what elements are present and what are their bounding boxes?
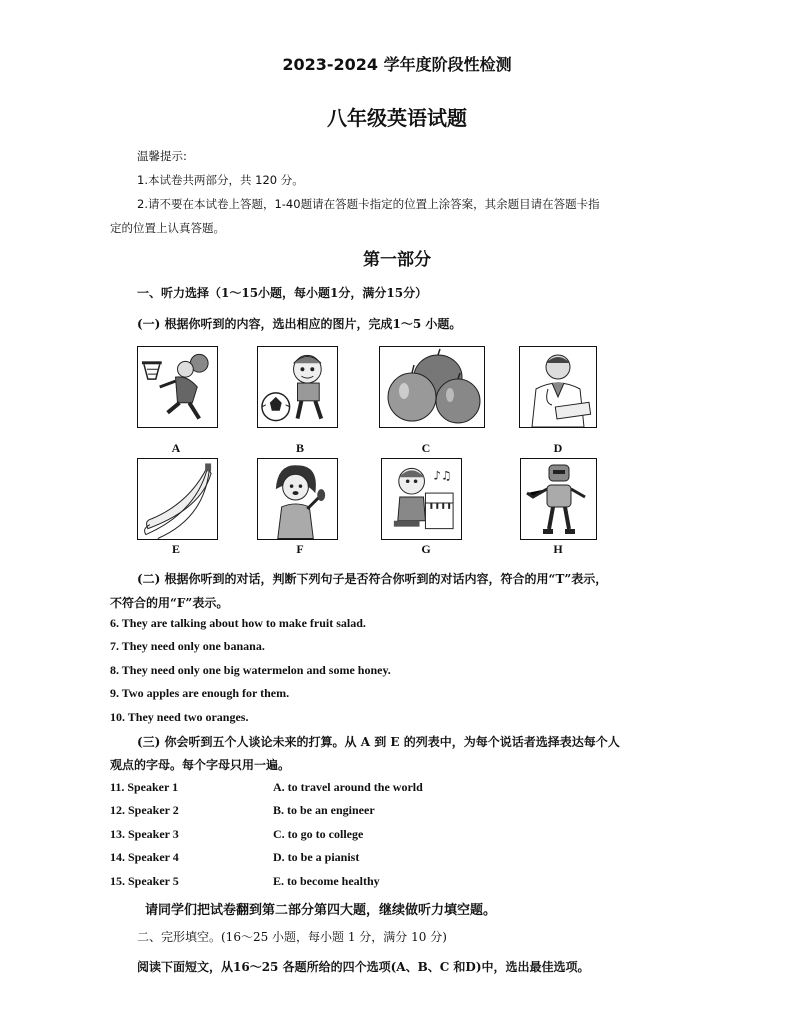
tips-line-1: 1.本试卷共两部分，共 120 分。 xyxy=(137,173,304,187)
section-1-sub2b: 不符合的用“F”表示。 xyxy=(110,596,229,610)
tf-question-7: 7. They need only one banana. xyxy=(110,639,265,653)
picture-g xyxy=(381,458,462,540)
section-1-sub3b: 观点的字母。每个字母只用一遍。 xyxy=(110,758,291,772)
picture-b xyxy=(257,346,338,428)
picture-label-g: G xyxy=(421,542,431,556)
speaker-4: 14. Speaker 4 xyxy=(110,850,179,864)
picture-label-e: E xyxy=(171,542,180,556)
listening-notice: 请同学们把试卷翻到第二部分第四大题，继续做听力填空题。 xyxy=(145,903,497,918)
tf-question-8: 8. They need only one big watermelon and some honey. xyxy=(110,663,391,677)
picture-label-h: H xyxy=(553,542,563,556)
option-d: D. to be a pianist xyxy=(273,850,360,864)
soccer-boy-icon xyxy=(258,347,337,427)
option-e: E. to become healthy xyxy=(273,874,380,888)
section-2-intro: 阅读下面短文，从16～25 各题所给的四个选项(A、B、C 和D)中，选出最佳选项。 xyxy=(137,960,590,974)
picture-label-d: D xyxy=(553,441,563,455)
speaker-2: 12. Speaker 2 xyxy=(110,803,179,817)
picture-label-a: A xyxy=(171,441,181,455)
tf-question-10: 10. They need two oranges. xyxy=(110,710,249,724)
doctor-icon xyxy=(520,347,596,427)
picture-h xyxy=(520,458,597,540)
tf-question-9: 9. Two apples are enough for them. xyxy=(110,686,290,700)
tips-heading: 温馨提示: xyxy=(137,149,187,163)
exam-subtitle: 八年级英语试题 xyxy=(327,106,467,130)
option-a: A. to travel around the world xyxy=(273,780,423,794)
part-one-heading: 第一部分 xyxy=(363,250,431,270)
option-c: C. to go to college xyxy=(273,827,364,841)
section-1-sub1: (一) 根据你听到的内容，选出相应的图片，完成1～5 小题。 xyxy=(137,317,462,331)
speaker-3: 13. Speaker 3 xyxy=(110,827,179,841)
tf-question-6: 6. They are talking about how to make fruit salad. xyxy=(110,616,366,630)
speaker-5: 15. Speaker 5 xyxy=(110,874,179,888)
picture-c xyxy=(379,346,485,428)
speaker-1: 11. Speaker 1 xyxy=(110,780,179,794)
section-1-heading: 一、听力选择（1～15小题，每小题1分，满分15分） xyxy=(137,286,428,300)
picture-e xyxy=(137,458,218,540)
picture-label-f: F xyxy=(296,542,304,556)
picture-d xyxy=(519,346,597,428)
basketball-player-icon xyxy=(138,347,217,427)
piano-boy-icon xyxy=(382,459,461,539)
picture-a xyxy=(137,346,218,428)
picture-label-c: C xyxy=(421,441,431,455)
robot-icon xyxy=(521,459,596,539)
section-1-sub2a: (二) 根据你听到的对话，判断下列句子是否符合你听到的对话内容，符合的用“T”表示， xyxy=(137,572,608,586)
section-2-heading: 二、完形填空。(16～25 小题，每小题 1 分，满分 10 分) xyxy=(137,930,447,944)
bananas-icon xyxy=(138,459,217,539)
picture-f xyxy=(257,458,338,540)
tips-line-2a: 2.请不要在本试卷上答题，1-40题请在答题卡指定的位置上涂答案，其余题目请在答题卡指 xyxy=(137,197,600,211)
section-1-sub3a: (三) 你会听到五个人谈论未来的打算。从 A 到 E 的列表中，为每个说话者选择表达每个人 xyxy=(137,735,620,749)
singer-girl-icon xyxy=(258,459,337,539)
tips-line-2b: 定的位置上认真答题。 xyxy=(110,221,225,235)
apples-icon xyxy=(380,347,484,427)
svg-text:♪♫: ♪♫ xyxy=(433,468,452,483)
exam-title: 2023-2024 学年度阶段性检测 xyxy=(282,55,512,74)
option-b: B. to be an engineer xyxy=(273,803,375,817)
picture-label-b: B xyxy=(295,441,304,455)
